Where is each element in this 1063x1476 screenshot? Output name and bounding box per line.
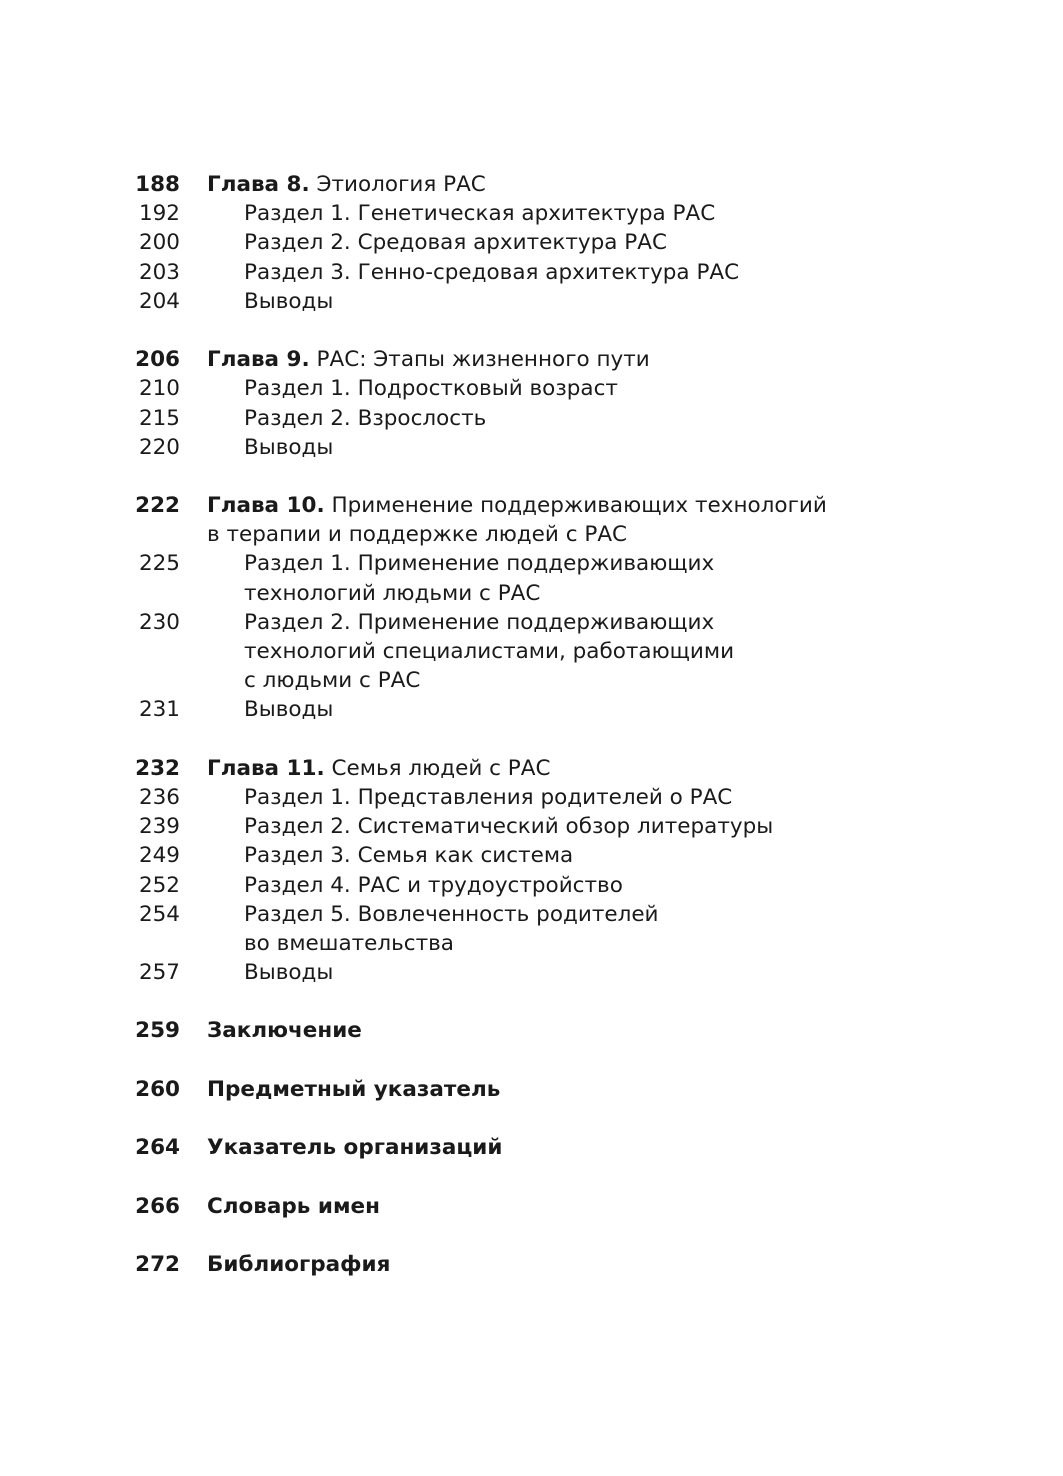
- back-matter-title: Словарь имен: [207, 1193, 380, 1219]
- back-matter-conclusion: [0, 1016, 1063, 1045]
- page-number: 188: [135, 172, 180, 197]
- section-entry[interactable]: [0, 812, 1063, 841]
- section-title: Раздел 1. Генетическая архитектура РАС: [244, 201, 716, 227]
- section-continuation: [0, 637, 1063, 666]
- page-number: 222: [135, 493, 180, 519]
- page-number: 259: [135, 1018, 180, 1044]
- chapter-title: РАС: Этапы жизненного пути: [309, 347, 650, 373]
- page-number: 200: [138, 230, 180, 256]
- chapter-heading[interactable]: [0, 345, 1063, 374]
- section-entry[interactable]: [0, 783, 1063, 812]
- section-title-continued: технологий специалистами, работающими: [244, 639, 735, 664]
- back-matter-organization-index: [0, 1133, 1063, 1162]
- chapter-label: Глава 9.: [207, 347, 310, 373]
- section-entry[interactable]: [0, 900, 1063, 929]
- back-matter-title: Предметный указатель: [207, 1076, 501, 1102]
- back-matter-entry[interactable]: [0, 1075, 1063, 1104]
- page-number: 264: [135, 1135, 180, 1161]
- chapter-title: Применение поддерживающих технологий: [324, 493, 827, 519]
- page-number: 239: [138, 814, 180, 840]
- section-entry[interactable]: [0, 374, 1063, 403]
- section-entry[interactable]: [0, 871, 1063, 900]
- section-title-continued: с людьми с РАС: [244, 668, 421, 694]
- back-matter-entry[interactable]: [0, 1016, 1063, 1045]
- chapter-9: [0, 345, 1063, 462]
- section-continuation: [0, 929, 1063, 958]
- page-number: 210: [138, 376, 180, 402]
- page-number: 215: [138, 405, 180, 431]
- page-number: 192: [138, 201, 180, 227]
- section-entry[interactable]: [0, 958, 1063, 987]
- page-number: 220: [138, 434, 180, 460]
- section-title: Раздел 3. Семья как система: [244, 843, 574, 869]
- section-entry[interactable]: [0, 258, 1063, 287]
- section-continuation: [0, 579, 1063, 608]
- section-entry[interactable]: [0, 549, 1063, 578]
- page-number: 203: [138, 259, 180, 285]
- section-entry[interactable]: [0, 695, 1063, 724]
- section-title: Раздел 3. Генно-средовая архитектура РАС: [244, 259, 740, 285]
- page-number: 225: [138, 551, 180, 577]
- section-entry[interactable]: [0, 199, 1063, 228]
- page-number: 249: [138, 843, 180, 869]
- chapter-label: Глава 10.: [207, 493, 325, 519]
- page-number: 231: [138, 697, 180, 723]
- chapter-heading[interactable]: [0, 754, 1063, 783]
- page-number: 204: [138, 288, 180, 314]
- back-matter-entry[interactable]: [0, 1133, 1063, 1162]
- page-number: 232: [135, 755, 180, 781]
- back-matter-title: Заключение: [207, 1018, 362, 1044]
- chapter-heading[interactable]: [0, 491, 1063, 520]
- section-title-continued: во вмешательства: [244, 930, 454, 956]
- section-title: Выводы: [244, 434, 334, 460]
- section-title: Раздел 2. Применение поддерживающих: [244, 609, 715, 635]
- chapter-title: Семья людей с РАС: [324, 755, 551, 781]
- section-entry[interactable]: [0, 404, 1063, 433]
- section-title: Раздел 4. РАС и трудоустройство: [244, 872, 623, 898]
- section-title: Раздел 1. Применение поддерживающих: [244, 551, 715, 577]
- section-entry[interactable]: [0, 228, 1063, 257]
- table-of-contents: [0, 170, 1063, 1308]
- section-entry[interactable]: [0, 841, 1063, 870]
- section-entry[interactable]: [0, 608, 1063, 637]
- section-continuation: [0, 666, 1063, 695]
- back-matter-title: Библиография: [207, 1251, 391, 1277]
- page-number: 252: [138, 872, 180, 898]
- section-entry[interactable]: [0, 287, 1063, 316]
- page-number: 206: [135, 347, 180, 373]
- page-number: 257: [138, 960, 180, 986]
- back-matter-subject-index: [0, 1075, 1063, 1104]
- page-number: 260: [135, 1076, 180, 1102]
- section-title: Раздел 1. Подростковый возраст: [244, 376, 618, 402]
- chapter-title-continued: в терапии и поддержке людей с РАС: [207, 522, 628, 548]
- section-title: Раздел 2. Систематический обзор литературы: [244, 814, 774, 840]
- page-number: 254: [138, 901, 180, 927]
- chapter-heading-continuation: [0, 520, 1063, 549]
- chapter-label: Глава 8.: [207, 172, 310, 197]
- section-title-continued: технологий людьми с РАС: [244, 580, 541, 606]
- back-matter-entry[interactable]: [0, 1192, 1063, 1221]
- page-number: 266: [135, 1193, 180, 1219]
- page-number: 272: [135, 1251, 180, 1277]
- section-entry[interactable]: [0, 433, 1063, 462]
- page-number: 230: [138, 609, 180, 635]
- section-title: Раздел 1. Представления родителей о РАС: [244, 784, 733, 810]
- section-title: Выводы: [244, 960, 334, 986]
- chapter-8: [0, 170, 1063, 316]
- chapter-label: Глава 11.: [207, 755, 325, 781]
- section-title: Выводы: [244, 288, 334, 314]
- section-title: Раздел 2. Средовая архитектура РАС: [244, 230, 667, 256]
- back-matter-name-dictionary: [0, 1192, 1063, 1221]
- back-matter-bibliography: [0, 1250, 1063, 1279]
- back-matter-title: Указатель организаций: [207, 1135, 503, 1161]
- section-title: Раздел 5. Вовлеченность родителей: [244, 901, 659, 927]
- chapter-11: [0, 754, 1063, 988]
- chapter-10: [0, 491, 1063, 725]
- section-title: Выводы: [244, 697, 334, 723]
- chapter-title: Этиология РАС: [309, 172, 486, 197]
- page-number: 236: [138, 784, 180, 810]
- section-title: Раздел 2. Взрослость: [244, 405, 487, 431]
- chapter-heading[interactable]: [0, 170, 1063, 199]
- back-matter-entry[interactable]: [0, 1250, 1063, 1279]
